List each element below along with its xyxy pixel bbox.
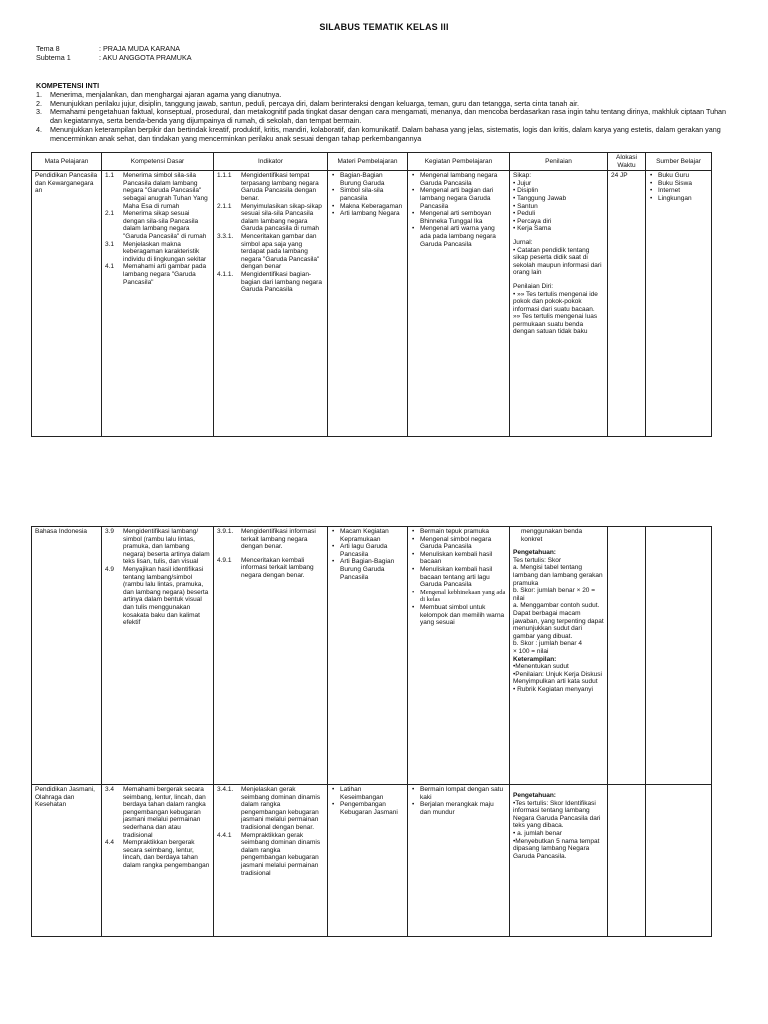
list-item: • Mengenal lambang negara Garuda Pancasila xyxy=(420,172,506,187)
list-item: • Mengenal arti bagian dari lambang negara Garuda Pancasila xyxy=(420,187,506,210)
list-item: • Mengenal kebhinekaan yang ada di kelas xyxy=(420,589,506,604)
cell-penilaian: menggunakan benda konkret Pengetahuan: Tes tertulis: Skor a. Mengisi tabel tentang lambang dan lambang gerakan pramuka b. Skor: jumlah benar × 20 = nilai a. Menggambar contoh sudut. Dapat berbagai macam jawaban, yang terpenting dapat menunjukkan sudut dari gambar yang dibuat. b. Skor : jumlah benar 4 × 100 = nilai Keterampilan: •Menentukan sudut •Penilaian: Unjuk Kerja Diskusi Menyimpulkan arti kata sudut • Rubrik Kegiatan menyanyi xyxy=(510,527,608,785)
col-header-penilaian: Penilaian xyxy=(510,153,608,171)
list-item: • Mengenal arti warna yang ada pada lambang negara Garuda Pancasila xyxy=(420,225,506,248)
ki-item: 1. Menerima, menjalankan, dan menghargai ajaran agama yang dianutnya. xyxy=(36,89,282,99)
col-header-kegiatan: Kegiatan Pembelajaran xyxy=(408,153,510,171)
cell-sumber xyxy=(646,171,712,437)
list-item: • Mengenal arti semboyan Bhinneka Tunggal Ika xyxy=(420,210,506,225)
meta-subtema: Subtema 1 : AKU ANGGOTA PRAMUKA xyxy=(36,53,192,62)
cell-mapel: Bahasa Indonesia xyxy=(32,527,102,785)
table-row xyxy=(32,171,712,437)
cell-materi xyxy=(328,171,408,437)
list-item: • Arti Bagian-Bagian Burung Garuda Pancasila xyxy=(340,558,404,581)
list-item: • Bagian-Bagian Burung Garuda xyxy=(340,172,404,187)
cell-materi xyxy=(328,785,408,937)
list-item: • Mengenal simbol negara Garuda Pancasila xyxy=(420,536,506,551)
list-item: • Membuat simbol untuk kelompok dan memilih warna yang sesuai xyxy=(420,604,506,627)
col-header-mapel: Mata Pelajaran xyxy=(32,153,102,171)
list-item: • Pengembangan Kebugaran Jasmani xyxy=(340,801,404,816)
ki-item: 4. Menunjukkan keterampilan berpikir dan bertindak kreatif, produktif, kritis, mandiri, kolaboratif, dan komunikatif. Dalam bahasa yang jelas, sistematis, logis dan kritis, dalam karya yang estetis, dalam gerakan yang mencerminkan anak sehat, dan tindakan yang mencerminkan perilaku anak sesuai dengan tahap perkembangannya xyxy=(36,124,721,143)
col-header-sumber: Sumber Belajar xyxy=(646,153,712,171)
col-header-indikator: Indikator xyxy=(214,153,328,171)
cell-kegiatan xyxy=(408,785,510,937)
list-item: • Menuliskan kembali hasil bacaan tentang arti lagu Garuda Pancasila xyxy=(420,566,506,589)
col-header-kd: Kompetensi Dasar xyxy=(102,153,214,171)
cell-indikator: 3.9.1. Mengidentifikasi informasi terkait lambang negara dengan benar. 4.9.1 Menceritakan kembali informasi terkait lambang negara dengan benar. xyxy=(214,527,328,785)
meta-tema: Tema 8 : PRAJA MUDA KARANA xyxy=(36,44,181,53)
list-item: • Menuliskan kembali hasil bacaan xyxy=(420,551,506,566)
cell-indikator: 3.4.1. Menjelaskan gerak seimbang dominan dinamis dalam rangka pengembangan kebugaran jasmani melalui permainan tradisional dengan benar. 4.4.1 Mempraktikkan gerak seimbang dominan dinamis dalam rangka pengembangan kebugaran jasmani melalui permainan tradisional xyxy=(214,785,328,937)
cell-mapel: Pendidikan Pancasila dan Kewarganegara an xyxy=(32,171,102,437)
page-title: SILABUS TEMATIK KELAS III xyxy=(319,22,449,32)
ki-item: 3. Memahami pengetahuan faktual, konseptual, prosedural, dan metakognitif pada tingkat dasar dengan cara mengamati, menanya, dan mencoba berdasarkan rasa ingin tahu tentang dirinya, makhluk ciptaan Tuhan dan kegiatannya, serta benda-benda yang dijumpainya di rumah, di sekolah, dan tempat bermain. xyxy=(36,107,727,126)
list-item: • Makna Keberagaman xyxy=(340,203,404,211)
col-header-alokasi: Alokasi Waktu xyxy=(608,153,646,171)
cell-kd: 1.1 Menerima simbol sila-sila Pancasila dalam lambang negara "Garuda Pancasila" sebagai anugrah Tuhan Yang Maha Esa di rumah 2.1 Menerima sikap sesuai dengan sila-sila Pancasila dalam lambang negara "Garuda Pancasila" di rumah 3.1 Menjelaskan makna keberagaman karakteristik individu di lingkungan sekitar 4.1 Memahami arti gambar pada lambang negara "Garuda Pancasila" xyxy=(102,171,214,437)
list-item: • Arti lambang Negara xyxy=(340,210,404,218)
list-item: • Internet xyxy=(658,187,708,195)
cell-alokasi xyxy=(608,527,646,785)
cell-sumber xyxy=(646,785,712,937)
col-header-materi: Materi Pembelajaran xyxy=(328,153,408,171)
syllabus-table-bottom xyxy=(31,526,712,937)
syllabus-table-top xyxy=(31,152,712,437)
document-meta xyxy=(36,44,192,62)
cell-sumber xyxy=(646,527,712,785)
cell-mapel: Pendidikan Jasmani, Olahraga dan Kesehatan xyxy=(32,785,102,937)
cell-penilaian: Sikap: • Jujur • Disiplin • Tanggung Jawab • Santun • Peduli • Percaya diri • Kerja Sama Jurnal: • Catatan pendidik tentang sikap peserta didik saat di sekolah maupun informasi dari orang lain Penilaian Diri: • »» Tes tertulis mengenai ide pokok dan pokok-pokok informasi dari suatu bacaan. »» Tes tertulis mengenai luas permukaan suatu benda dengan satuan tidak baku xyxy=(510,171,608,437)
ki-item: 2. Menunjukkan perilaku jujur, disiplin, tanggung jawab, santun, peduli, percaya diri, dalam berinteraksi dengan keluarga, teman, guru dan tetangga, serta cinta tanah air. xyxy=(36,98,580,108)
cell-penilaian: Pengetahuan: •Tes tertulis: Skor Identifikasi informasi tentang lambang Negara Garuda Pancasila dari teks yang dibaca. • a. jumlah benar •Menyebutkan 5 nama tempat dipasang lambang Negara Garuda Pancasila. xyxy=(510,785,608,937)
cell-alokasi: 24 JP xyxy=(608,171,646,437)
list-item: • Bermain tepuk pramuka xyxy=(420,528,506,536)
table-row xyxy=(32,527,712,785)
list-item: • Buku Siswa xyxy=(658,180,708,188)
kompetensi-inti-heading: KOMPETENSI INTI xyxy=(36,81,100,90)
list-item: • Arti lagu Garuda Pancasila xyxy=(340,543,404,558)
list-item: • Lingkungan xyxy=(658,195,708,203)
cell-indikator: 1.1.1 Mengidentifikasi tempat terpasang lambang negara Garuda Pancasila dengan benar. 2.1.1 Menyimulasikan sikap-sikap sesuai sila-sila Pancasila dalam lambang negara Garuda pancasila di rumah 3.3.1. Menceritakan gambar dan simbol apa saja yang terdapat pada lambang negara "Garuda Pancasila" dengan benar 4.1.1. Mengidentifikasi bagian-bagian dari lambang negara Garuda Pancasila xyxy=(214,171,328,437)
kompetensi-inti xyxy=(36,82,736,144)
table-row xyxy=(32,785,712,937)
list-item: • Simbol sila-sila pancasila xyxy=(340,187,404,202)
list-item: • Buku Guru xyxy=(658,172,708,180)
list-item: • Bermain lompat dengan satu kaki xyxy=(420,786,506,801)
cell-kd: 3.9 Mengidentifikasi lambang/ simbol (rambu lalu lintas, pramuka, dan lambang negara) beserta artinya dalam teks lisan, tulis, dan visual 4.9 Menyajikan hasil identifikasi tentang lambang/simbol (rambu lalu lintas, pramuka, dan lambang negara) beserta artinya dalam bentuk visual dan tulis menggunakan kosakata baku dan kalimat efektif xyxy=(102,527,214,785)
list-item: • Berjalan merangkak maju dan mundur xyxy=(420,801,506,816)
cell-alokasi xyxy=(608,785,646,937)
cell-materi xyxy=(328,527,408,785)
list-item: • Macam Kegiatan Kepramukaan xyxy=(340,528,404,543)
cell-kegiatan xyxy=(408,171,510,437)
list-item: • Latihan Keseimbangan xyxy=(340,786,404,801)
cell-kegiatan xyxy=(408,527,510,785)
table-header-row xyxy=(32,153,712,171)
cell-kd: 3.4 Memahami bergerak secara seimbang, lentur, lincah, dan berdaya tahan dalam rangka pengembangan kebugaran jasmani melalui permainan sederhana dan atau tradisional 4.4 Mempraktikkan bergerak secara seimbang, lentur, lincah, dan berdaya tahan dalam rangka pengembangan xyxy=(102,785,214,937)
